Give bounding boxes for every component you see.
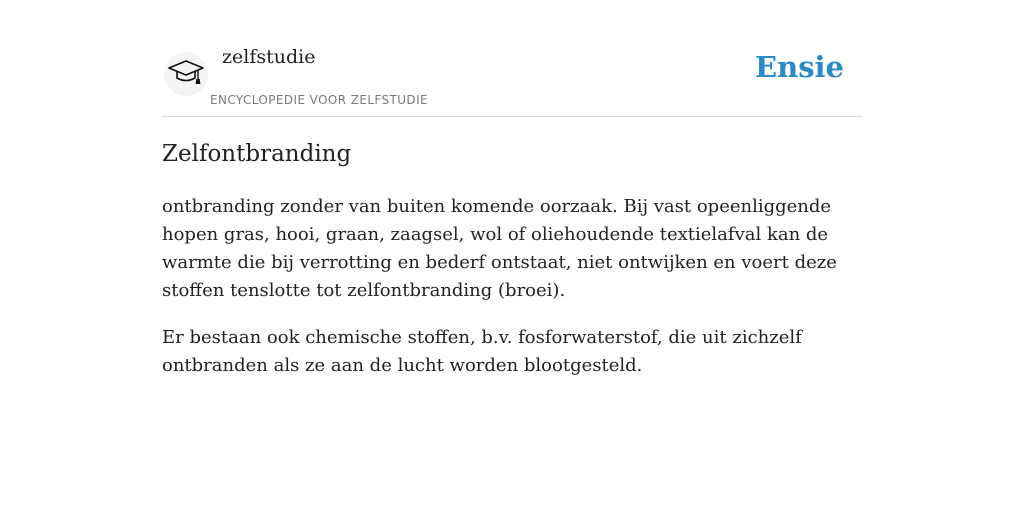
- article: [162, 138, 862, 380]
- ensie-brand-link[interactable]: Ensie: [755, 50, 844, 84]
- site-name: zelfstudie: [222, 46, 316, 68]
- article-paragraph: ontbranding zonder van buiten komende oorzaak. Bij vast opeenliggende hopen gras, hooi, graan, zaagsel, wol of oliehoudende textielafval kan de warmte die bij verrotting en bederf ontstaat, niet ontwijken en voert deze stoffen tenslotte tot zelfontbranding (broei).: [162, 196, 837, 301]
- site-tagline: ENCYCLOPEDIE VOOR ZELFSTUDIE: [210, 93, 428, 107]
- graduation-cap-icon: [167, 57, 205, 87]
- article-title: Zelfontbranding: [162, 141, 352, 167]
- site-header: [162, 34, 862, 117]
- site-logo-link[interactable]: [162, 34, 452, 112]
- article-paragraph: Er bestaan ook chemische stoffen, b.v. fosforwaterstof, die uit zichzelf ontbranden als ze aan de lucht worden blootgesteld.: [162, 327, 802, 376]
